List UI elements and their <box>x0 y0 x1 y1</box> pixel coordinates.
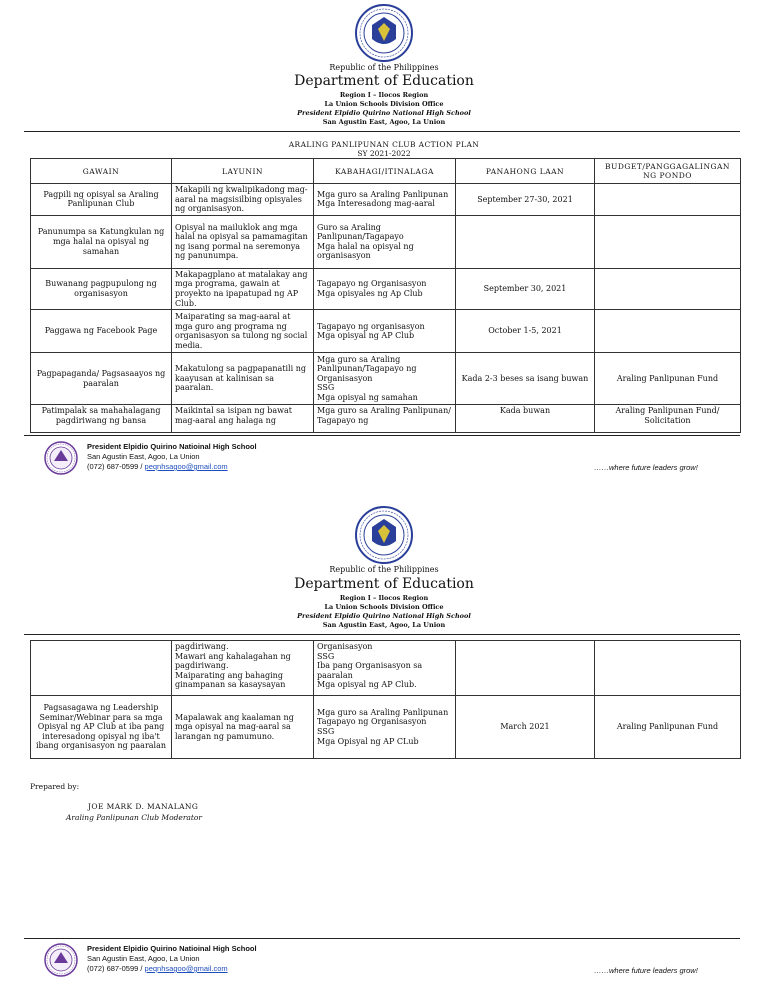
cell <box>595 310 741 353</box>
cell: Pagpapaganda/ Pagsasaayos ng paaralan <box>31 353 172 405</box>
cell: October 1-5, 2021 <box>456 310 595 353</box>
cell <box>595 184 741 216</box>
cell: September 30, 2021 <box>456 268 595 309</box>
region-text: Region I – Ilocos Region <box>339 594 429 602</box>
table-row <box>31 405 741 433</box>
school-text: President Elpidio Quirino National High School <box>297 612 471 620</box>
cell: Guro sa Araling Panlipunan/Tagapayo Mga halal na opisyal ng organisasyon <box>314 215 456 268</box>
preparer-position: Araling Panlipunan Club Moderator <box>66 813 202 822</box>
cell: Tagapayo ng organisasyon Mga opisyal ng AP Club <box>314 310 456 353</box>
cell <box>595 215 741 268</box>
cell: Pagpili ng opisyal sa Araling Panlipunan Club <box>31 184 172 216</box>
cell: Mga guro sa Araling Panlipunan/Tagapayo ng Organisasyon SSG Mga opisyal ng samahan <box>314 353 456 405</box>
table-row <box>31 184 741 216</box>
cell <box>456 215 595 268</box>
action-plan-table <box>30 158 741 433</box>
school-seal-icon <box>44 943 78 977</box>
cell: Mga guro sa Araling Panlipunan Mga Interesadong mag-aaral <box>314 184 456 216</box>
cell: March 2021 <box>456 696 595 759</box>
cell: Opisyal na mailuklok ang mga halal na opisyal sa pamamagitan ng isang pormal na seremonya ng panunumpa. <box>172 215 314 268</box>
cell: Mga guro sa Araling Panlipunan Tagapayo ng Organisasyon SSG Mga Opisyal ng AP CLub <box>314 696 456 759</box>
footer-divider <box>24 938 740 939</box>
footer-school: President Elpidio Quirino Natioinal High School <box>87 442 257 451</box>
cell: Araling Panlipunan Fund <box>595 696 741 759</box>
deped-seal-icon <box>354 3 414 63</box>
header-divider <box>24 131 740 132</box>
cell: Kada 2-3 beses sa isang buwan <box>456 353 595 405</box>
table-row <box>31 310 741 353</box>
cell <box>31 641 172 696</box>
cell: Organisasyon SSG Iba pang Organisasyon sa paaralan Mga opisyal ng AP Club. <box>314 641 456 696</box>
cell: Mapalawak ang kaalaman ng mga opisyal na mag-aaral sa larangan ng pamumuno. <box>172 696 314 759</box>
address-text: San Agustin East, Agoo, La Union <box>322 621 446 629</box>
cell: Pagsasagawa ng Leadership Seminar/Webinar para sa mga Opisyal ng AP Club at iba pang interesadong opisyal ng iba't ibang organisasyon ng paaralan <box>31 696 172 759</box>
department-title: Department of Education <box>294 73 474 89</box>
cell: September 27-30, 2021 <box>456 184 595 216</box>
footer-motto: ……where future leaders grow! <box>594 966 698 975</box>
col-header: LAYUNIN <box>172 159 314 184</box>
col-header: PANAHONG LAAN <box>456 159 595 184</box>
cell: Makatulong sa pagpapanatili ng kaayusan at kalinisan sa paaralan. <box>172 353 314 405</box>
cell: Patimpalak sa mahahalagang pagdiriwang ng bansa <box>31 405 172 433</box>
footer-school: President Elpidio Quirino Natioinal High School <box>87 944 257 953</box>
footer-divider <box>24 435 740 436</box>
table-row <box>31 268 741 309</box>
footer-block <box>87 442 257 472</box>
cell <box>595 268 741 309</box>
footer-block <box>87 944 257 974</box>
cell: Buwanang pagpupulong ng organisasyon <box>31 268 172 309</box>
col-header: BUDGET/PANGGAGALINGAN NG PONDO <box>595 159 741 184</box>
cell: Paggawa ng Facebook Page <box>31 310 172 353</box>
cell: Araling Panlipunan Fund/ Solicitation <box>595 405 741 433</box>
footer-address: San Agustin East, Agoo, La Union <box>87 452 200 461</box>
cell: Tagapayo ng Organisasyon Mga opisyales ng Ap Club <box>314 268 456 309</box>
cell: Makapagplano at matalakay ang mga programa, gawain at proyekto na ipapatupad ng AP Club. <box>172 268 314 309</box>
table-row <box>31 353 741 405</box>
table-row <box>31 215 741 268</box>
republic-text: Republic of the Philippines <box>329 565 439 574</box>
preparer-name: JOE MARK D. MANALANG <box>88 802 199 811</box>
footer-phone: (072) 687-0599 / <box>87 462 145 471</box>
cell: Makapili ng kwalipikadong mag-aaral na magsisilbing opisyales ng organisasyon. <box>172 184 314 216</box>
cell: Maiparating sa mag-aaral at mga guro ang programa ng organisasyon sa tulong ng social media. <box>172 310 314 353</box>
footer-phone: (072) 687-0599 / <box>87 964 145 973</box>
address-text: San Agustin East, Agoo, La Union <box>322 118 446 126</box>
plan-title: ARALING PANLIPUNAN CLUB ACTION PLAN <box>288 140 480 149</box>
table-row <box>31 641 741 696</box>
col-header: GAWAIN <box>31 159 172 184</box>
footer-address: San Agustin East, Agoo, La Union <box>87 954 200 963</box>
cell: Maikintal sa isipan ng bawat mag-aaral ang halaga ng <box>172 405 314 433</box>
col-header: KABAHAGI/ITINALAGA <box>314 159 456 184</box>
action-plan-table-continued <box>30 640 741 759</box>
prepared-by-label: Prepared by: <box>30 782 80 791</box>
cell <box>595 641 741 696</box>
cell: pagdiriwang. Mawari ang kahalagahan ng pagdiriwang. Maiparating ang bahaging ginampanan sa kasaysayan <box>172 641 314 696</box>
division-text: La Union Schools Division Office <box>324 603 444 611</box>
footer-motto: ……where future leaders grow! <box>594 463 698 472</box>
footer-email-link[interactable]: peqnhsagoo@gmail.com <box>144 462 228 471</box>
table-row <box>31 696 741 759</box>
department-title: Department of Education <box>294 576 474 592</box>
division-text: La Union Schools Division Office <box>324 100 444 108</box>
plan-sy: SY 2021-2022 <box>357 149 411 158</box>
region-text: Region I – Ilocos Region <box>339 91 429 99</box>
deped-seal-icon <box>354 505 414 565</box>
footer-email-link[interactable]: peqnhsagoo@gmail.com <box>144 964 228 973</box>
cell <box>456 641 595 696</box>
cell: Mga guro sa Araling Panlipunan/ Tagapayo ng <box>314 405 456 433</box>
cell: Panunumpa sa Katungkulan ng mga halal na opisyal ng samahan <box>31 215 172 268</box>
school-seal-icon <box>44 441 78 475</box>
header-divider <box>24 634 740 635</box>
table-header-row <box>31 159 741 184</box>
cell: Kada buwan <box>456 405 595 433</box>
republic-text: Republic of the Philippines <box>329 63 439 72</box>
school-text: President Elpidio Quirino National High School <box>297 109 471 117</box>
cell: Araling Panlipunan Fund <box>595 353 741 405</box>
